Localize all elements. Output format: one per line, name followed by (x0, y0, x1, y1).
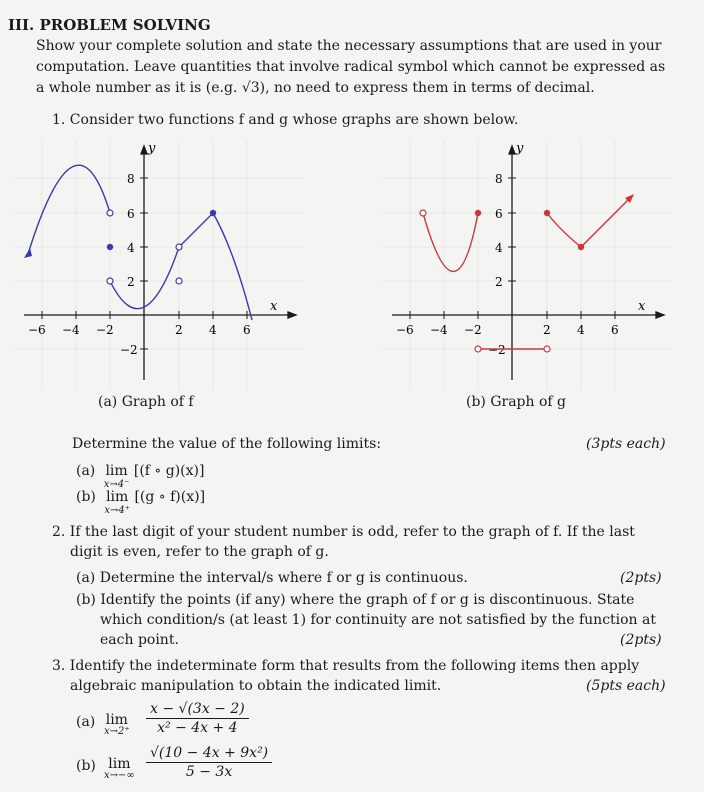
problem1-b-expr: [(g ∘ f)(x)] (134, 489, 206, 505)
problem1-a-sub: x→4⁻ (103, 479, 130, 490)
problem3-a-denominator: x² − 4x + 4 (157, 720, 238, 736)
problem2-b-points: (2pts) (620, 632, 662, 648)
problem2-b-line-1: (b) Identify the points (if any) where the graph of f or g is discontinuous. State (76, 592, 635, 608)
problem3-b-lim: lim (108, 756, 131, 772)
f-left-arrowhead (24, 248, 32, 258)
g-ytick-4: 4 (495, 241, 503, 255)
g-closed-point-neg2-6 (475, 210, 481, 216)
f-curve-middle (110, 213, 252, 320)
instruction-line-1: Show your complete solution and state the necessary assumptions that are used in your (36, 38, 662, 54)
g-xtick-2: 2 (543, 323, 551, 337)
g-ytick-8: 8 (495, 172, 503, 186)
g-ytick-neg2: −2 (488, 343, 506, 357)
graph-f (14, 140, 304, 390)
f-curve-left-arc (28, 165, 110, 254)
f-open-point-neg2-2 (107, 278, 113, 284)
problem3-a-sub: x→2⁺ (104, 726, 130, 737)
problem2-a-points: (2pts) (620, 570, 662, 586)
g-curve-right (547, 198, 630, 247)
g-xtick-neg6: −6 (396, 323, 414, 337)
g-closed-point-4-4 (578, 244, 584, 250)
f-open-point-neg2-6 (107, 210, 113, 216)
problem1-b-label: (b) (76, 489, 96, 505)
f-open-point-2-4 (176, 244, 182, 250)
problem3-a-fraction (146, 701, 249, 736)
f-ytick-8: 8 (127, 172, 135, 186)
g-open-point-neg5-6 (420, 210, 426, 216)
problem3-b-fraction (146, 745, 272, 780)
f-open-point-2-2 (176, 278, 182, 284)
g-open-point-2-neg2 (544, 346, 550, 352)
graph-f-caption: (a) Graph of f (98, 394, 194, 410)
instruction-line-3: a whole number as it is (e.g. √3), no need to express them in terms of decimal. (36, 80, 595, 96)
problem1-task: Determine the value of the following limits: (72, 436, 382, 452)
problem1-b-lim: lim (106, 489, 129, 505)
problem2-line-2: digit is even, refer to the graph of g. (70, 544, 329, 560)
f-x-axis-label: x (270, 299, 278, 314)
problem3-a-numerator: x − √(3x − 2) (146, 701, 249, 719)
f-closed-point-4-6 (210, 210, 216, 216)
f-ytick-6: 6 (127, 207, 135, 221)
problem2-line-1: 2. If the last digit of your student number is odd, refer to the graph of f. If the last (52, 524, 635, 540)
problem2-b-line-3: each point. (100, 632, 179, 648)
f-xtick-6: 6 (243, 323, 251, 337)
problem3-b-denominator: 5 − 3x (185, 764, 233, 780)
g-xtick-4: 4 (577, 323, 585, 337)
f-xtick-2: 2 (175, 323, 183, 337)
f-xtick-neg6: −6 (28, 323, 46, 337)
graph-g-caption: (b) Graph of g (466, 394, 567, 410)
g-xtick-neg2: −2 (464, 323, 482, 337)
g-xtick-neg4: −4 (430, 323, 448, 337)
g-open-point-neg2-neg2 (475, 346, 481, 352)
problem3-line-1: 3. Identify the indeterminate form that results from the following items then apply (52, 658, 640, 674)
problem2-b-line-2: which condition/s (at least 1) for continuity are not satisfied by the function at (100, 612, 657, 628)
problem3-points: (5pts each) (586, 678, 666, 694)
g-ytick-6: 6 (495, 207, 503, 221)
g-curve-parabola (423, 213, 478, 272)
g-xtick-6: 6 (611, 323, 619, 337)
f-ytick-neg2: −2 (120, 343, 138, 357)
f-closed-point-neg2-4 (107, 244, 113, 250)
f-xtick-4: 4 (209, 323, 217, 337)
f-y-axis-label: y (148, 141, 156, 156)
g-ytick-2: 2 (495, 275, 503, 289)
graph-g (382, 140, 672, 390)
problem3-b-numerator: √(10 − 4x + 9x²) (146, 745, 272, 763)
f-xtick-neg2: −2 (96, 323, 114, 337)
problem1-intro: 1. Consider two functions f and g whose graphs are shown below. (52, 112, 519, 128)
problem3-a-limit (104, 712, 130, 737)
f-xtick-neg4: −4 (62, 323, 80, 337)
problem3-b-label: (b) (76, 758, 96, 774)
f-ytick-2: 2 (127, 275, 135, 289)
problem2-a: (a) Determine the interval/s where f or g is continuous. (76, 570, 468, 586)
problem1-a-lim: lim (105, 463, 128, 479)
problem3-line-2: algebraic manipulation to obtain the indicated limit. (70, 678, 442, 694)
problem3-a-label: (a) (76, 714, 96, 730)
problem1-a-label: (a) (76, 463, 96, 479)
problem3-b-sub: x→−∞ (104, 770, 135, 781)
g-closed-point-2-6 (544, 210, 550, 216)
problem3-b-limit (104, 756, 135, 781)
instruction-line-2: computation. Leave quantities that involve radical symbol which cannot be expressed as (36, 59, 666, 75)
problem1-b-sub: x→4⁺ (104, 505, 131, 516)
problem1-b (76, 489, 205, 521)
problem3-a-lim: lim (105, 712, 128, 728)
g-x-axis-label: x (638, 299, 646, 314)
problem1-points: (3pts each) (586, 436, 666, 452)
section-heading: III. PROBLEM SOLVING (8, 16, 211, 34)
f-ytick-4: 4 (127, 241, 135, 255)
g-y-axis-label: y (516, 141, 524, 156)
problem1-a-expr: [(f ∘ g)(x)] (133, 463, 205, 479)
